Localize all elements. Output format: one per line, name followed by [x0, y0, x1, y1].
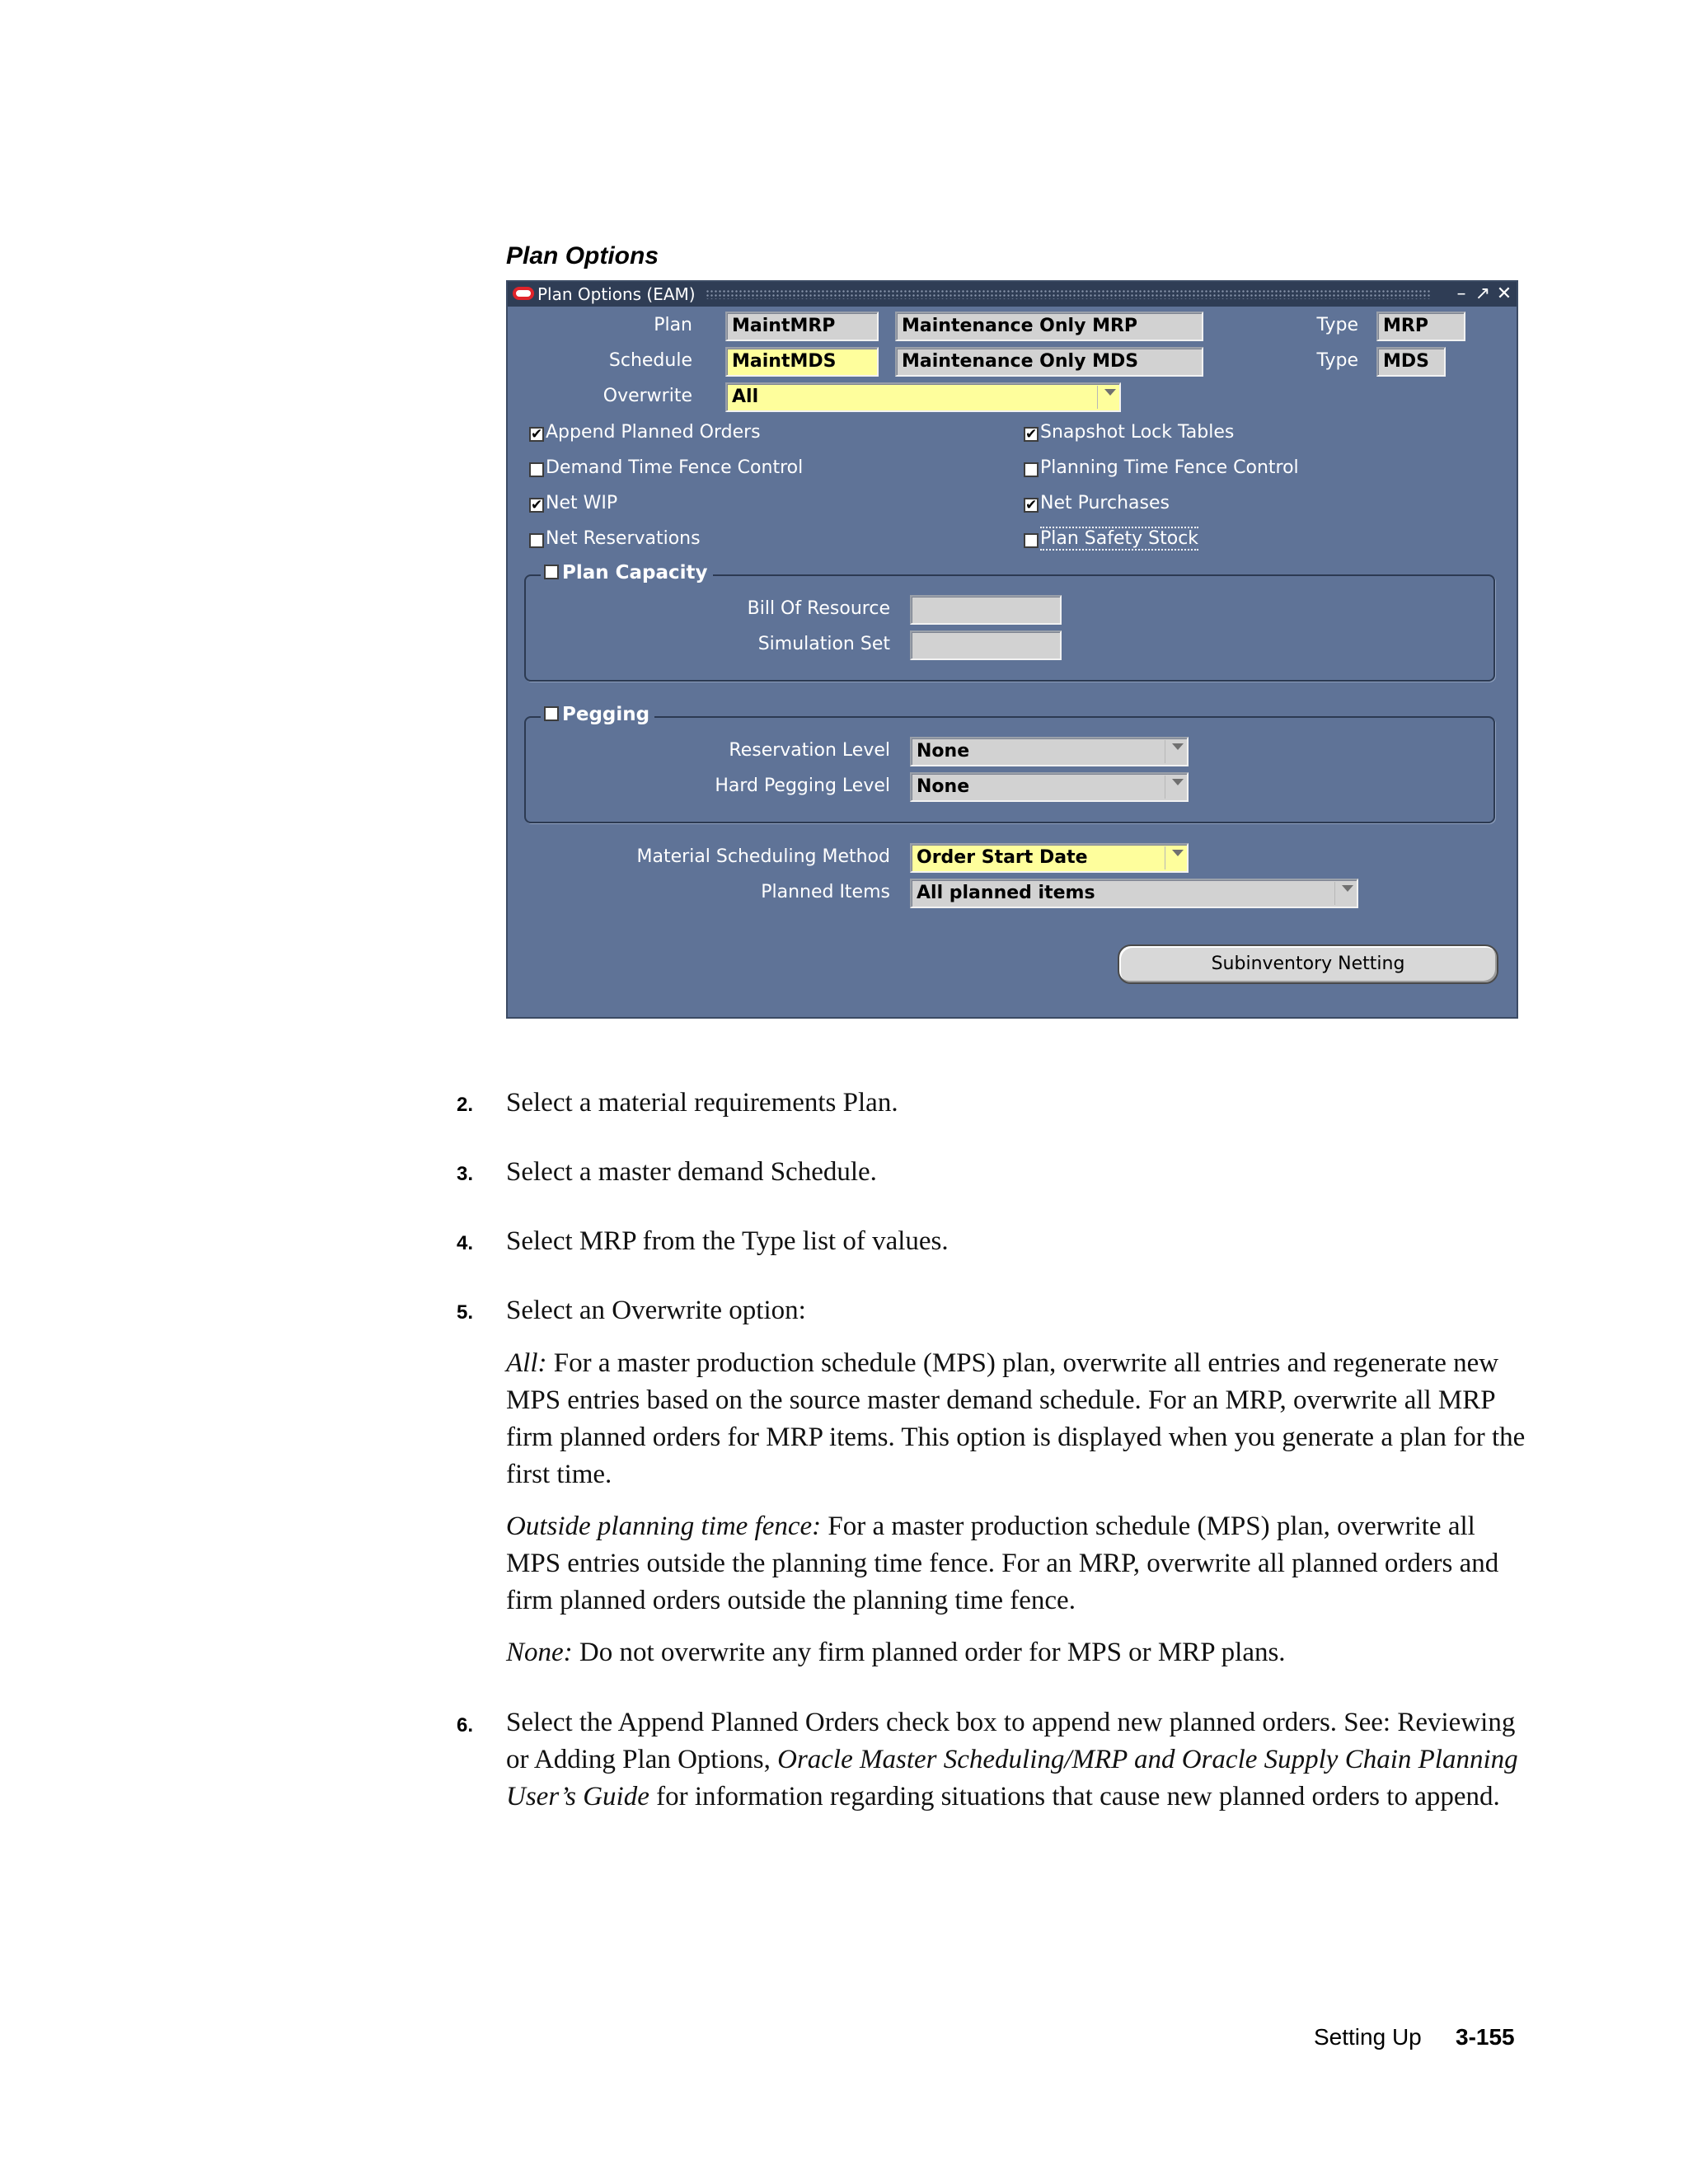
- material-scheduling-method-value: Order Start Date: [917, 847, 1088, 868]
- step-number: 6.: [457, 1714, 474, 1736]
- net-reservations-label: Net Reservations: [546, 528, 701, 549]
- net-purchases-checkbox[interactable]: ✔: [1025, 497, 1038, 513]
- chevron-down-icon[interactable]: [1104, 389, 1116, 396]
- minimize-icon[interactable]: –: [1456, 284, 1466, 304]
- footer-page-number: 3-155: [1456, 2024, 1515, 2050]
- demand-time-fence-control-checkbox[interactable]: [529, 462, 544, 477]
- option-term: None:: [506, 1638, 573, 1667]
- chevron-down-icon[interactable]: [1172, 850, 1184, 856]
- option-outside-fence-paragraph: [506, 1508, 1528, 1619]
- oracle-logo-icon: [513, 287, 534, 300]
- material-scheduling-method-select[interactable]: [910, 843, 1189, 873]
- overwrite-value: All: [732, 387, 759, 407]
- plan-capacity-label: Plan Capacity: [562, 562, 708, 583]
- chevron-down-icon[interactable]: [1342, 885, 1353, 892]
- plan-capacity-header: [541, 562, 713, 583]
- snapshot-lock-tables-checkbox[interactable]: ✔: [1025, 426, 1038, 443]
- option-term: Outside planning time fence:: [506, 1511, 822, 1541]
- plan-safety-stock-checkbox[interactable]: [1024, 533, 1039, 548]
- step-6-text-b: for information regarding situations that cause new planned orders to append.: [649, 1782, 1500, 1811]
- plan-safety-stock-label: Plan Safety Stock: [1040, 528, 1199, 549]
- plan-capacity-checkbox[interactable]: [544, 565, 559, 579]
- net-reservations-checkbox[interactable]: [529, 533, 544, 548]
- step-number: 4.: [457, 1232, 474, 1254]
- snapshot-lock-tables-label: Snapshot Lock Tables: [1040, 422, 1235, 443]
- planning-time-fence-control-checkbox[interactable]: [1024, 462, 1039, 477]
- plan-type-label: Type: [1316, 315, 1358, 335]
- plan-field[interactable]: MaintMRP: [725, 312, 879, 341]
- overwrite-label: Overwrite: [603, 386, 692, 406]
- window-titlebar[interactable]: [508, 282, 1517, 307]
- step-6-text-a: Select the Append Planned Orders check box to append new planned orders. See: Reviewing or Adding Plan Options,: [506, 1708, 1516, 1774]
- net-purchases-label: Net Purchases: [1040, 493, 1170, 513]
- titlebar-grip: [706, 289, 1431, 299]
- chevron-down-icon[interactable]: [1172, 779, 1184, 785]
- step-text: Select an Overwrite option:: [506, 1296, 806, 1325]
- step-6-text: [506, 1704, 1528, 1816]
- option-all-paragraph: [506, 1345, 1528, 1493]
- pegging-checkbox[interactable]: [544, 706, 559, 721]
- schedule-description-field: Maintenance Only MDS: [895, 347, 1203, 377]
- planned-items-label: Planned Items: [761, 882, 890, 902]
- pegging-group: [524, 716, 1495, 823]
- step-number: 2.: [457, 1094, 474, 1116]
- plan-options-window: [506, 280, 1518, 1019]
- pegging-label: Pegging: [562, 704, 650, 725]
- plan-capacity-group: [524, 574, 1495, 682]
- close-icon[interactable]: ✕: [1496, 284, 1512, 304]
- plan-type-field[interactable]: MRP: [1376, 312, 1465, 341]
- step-number: 5.: [457, 1301, 474, 1324]
- option-term: All:: [506, 1348, 547, 1378]
- hard-pegging-level-label: Hard Pegging Level: [715, 776, 890, 796]
- schedule-field[interactable]: MaintMDS: [725, 347, 879, 377]
- demand-time-fence-control-label: Demand Time Fence Control: [546, 457, 804, 478]
- footer-section: Setting Up: [1314, 2024, 1422, 2050]
- schedule-label: Schedule: [608, 350, 692, 371]
- bill-of-resource-field[interactable]: [910, 595, 1062, 625]
- maximize-icon[interactable]: ↗: [1475, 284, 1491, 304]
- guide-reference: Oracle Master Scheduling/MRP and Oracle Supply Chain Planning User’s Guide: [506, 1745, 1518, 1811]
- step-number: 3.: [457, 1163, 474, 1185]
- option-text: For a master production schedule (MPS) plan, overwrite all MPS entries outside the planning time fence. For an MRP, overwrite all planned orders and firm planned orders outside the planning time fence.: [506, 1511, 1499, 1615]
- step-text: Select a material requirements Plan.: [506, 1088, 898, 1118]
- reservation-level-label: Reservation Level: [729, 740, 890, 761]
- subinventory-netting-button[interactable]: Subinventory Netting: [1118, 944, 1498, 984]
- net-wip-label: Net WIP: [546, 493, 618, 513]
- reservation-level-value: None: [917, 741, 970, 762]
- step-text: Select MRP from the Type list of values.: [506, 1226, 949, 1256]
- schedule-type-field[interactable]: MDS: [1376, 347, 1446, 377]
- option-text: For a master production schedule (MPS) plan, overwrite all entries and regenerate new MPS entries based on the source master demand schedule. For an MRP, overwrite all MRP firm planned orders for MRP items. This option is displayed when you generate a plan for the first time.: [506, 1348, 1526, 1489]
- window-title: Plan Options (EAM): [537, 284, 696, 304]
- reservation-level-select[interactable]: [910, 737, 1189, 766]
- schedule-type-label: Type: [1316, 350, 1358, 371]
- planning-time-fence-control-label: Planning Time Fence Control: [1040, 457, 1299, 478]
- simulation-set-field[interactable]: [910, 630, 1062, 660]
- pegging-header: [541, 704, 654, 725]
- planned-items-value: All planned items: [917, 883, 1095, 903]
- figure-caption: Plan Options: [506, 242, 659, 269]
- plan-description-field: Maintenance Only MRP: [895, 312, 1203, 341]
- hard-pegging-level-value: None: [917, 776, 970, 797]
- net-wip-checkbox[interactable]: ✔: [531, 497, 543, 513]
- append-planned-orders-label: Append Planned Orders: [546, 422, 761, 443]
- option-text: Do not overwrite any firm planned order for MPS or MRP plans.: [572, 1638, 1286, 1667]
- hard-pegging-level-select[interactable]: [910, 772, 1189, 802]
- step-text: Select a master demand Schedule.: [506, 1157, 877, 1187]
- simulation-set-label: Simulation Set: [757, 634, 890, 654]
- planned-items-select[interactable]: [910, 879, 1358, 908]
- overwrite-select[interactable]: [725, 382, 1121, 412]
- chevron-down-icon[interactable]: [1172, 743, 1184, 750]
- plan-label: Plan: [654, 315, 692, 335]
- append-planned-orders-checkbox[interactable]: ✔: [531, 426, 543, 443]
- option-none-paragraph: [506, 1634, 1528, 1671]
- material-scheduling-method-label: Material Scheduling Method: [636, 846, 890, 867]
- bill-of-resource-label: Bill Of Resource: [747, 598, 890, 619]
